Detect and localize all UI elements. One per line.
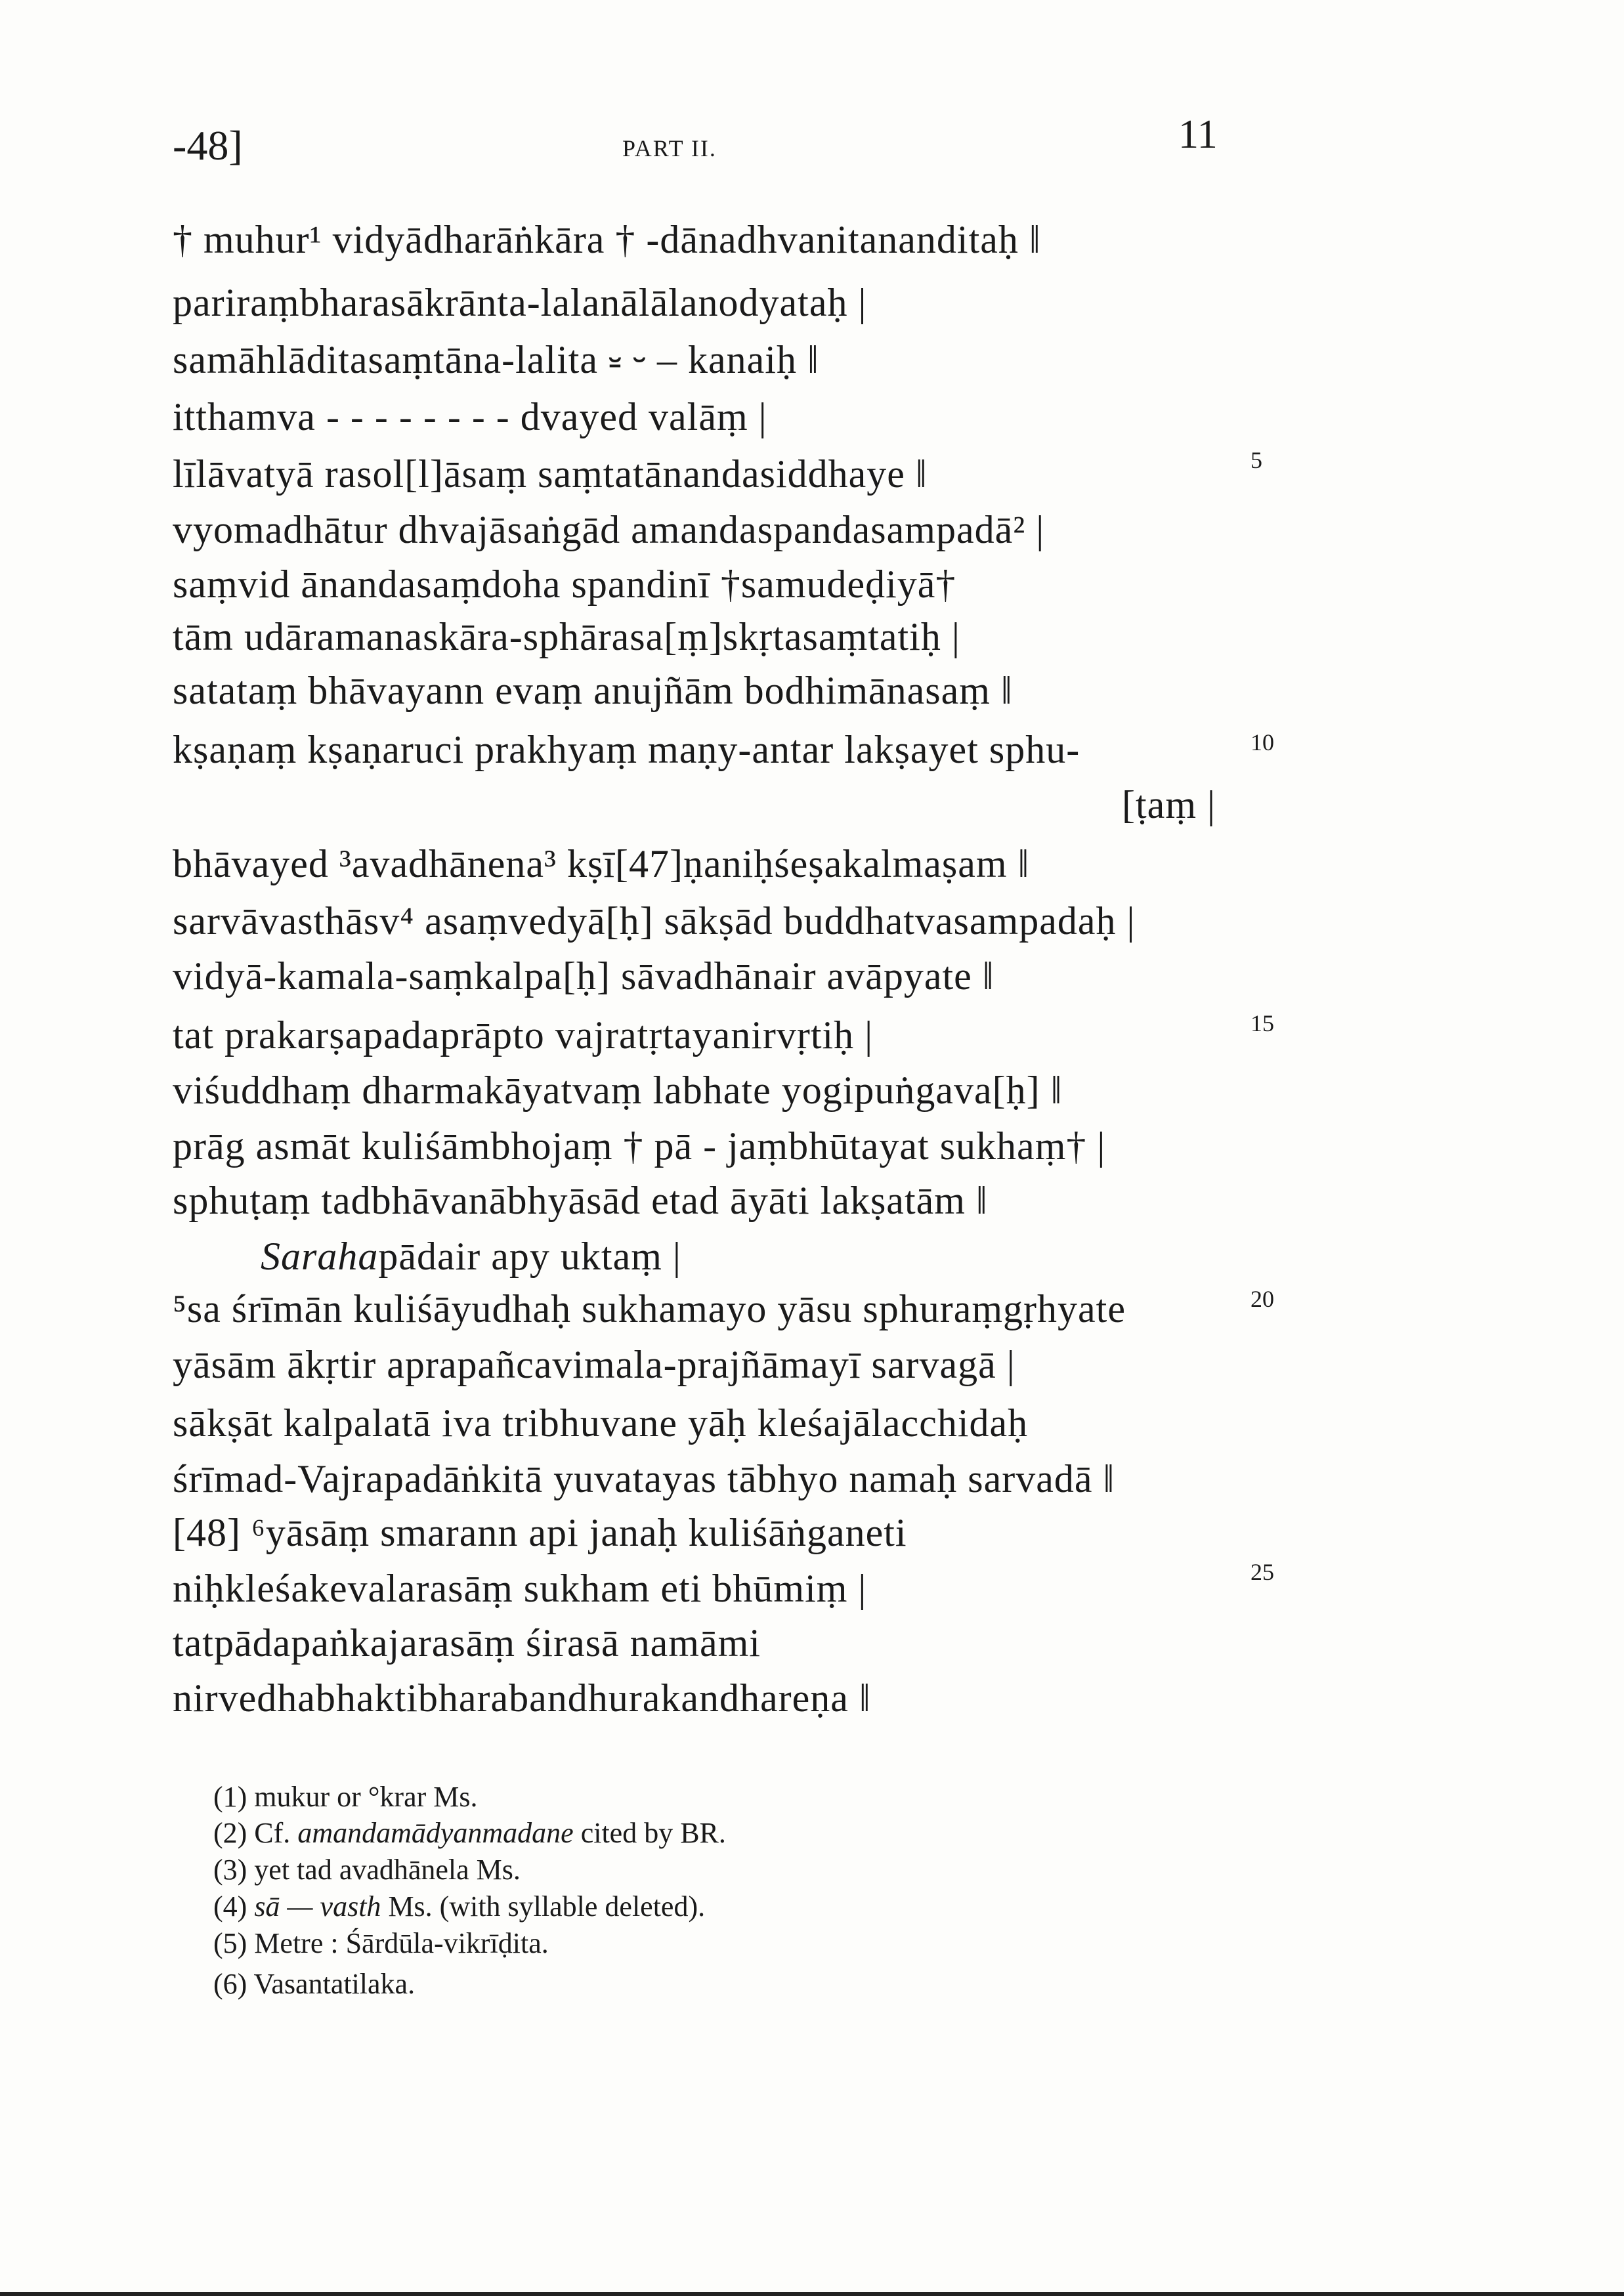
verse-line: saṃvid ānandasaṃdoha spandinī †samudeḍiyā†: [173, 563, 956, 606]
footnote-italic: sā — vasth: [254, 1890, 381, 1923]
verse-line: samāhlāditasaṃtāna-lalita ⏓ ⏑ – kanaiḥ ‖: [173, 338, 819, 381]
prose-line: [261, 1234, 681, 1279]
verse-line-continuation: [ṭaṃ |: [1122, 783, 1216, 826]
verse-line: kṣaṇaṃ kṣaṇaruci prakhyaṃ maṇy-antar lakṣayet sphu-: [173, 728, 1080, 771]
scan-edge: [0, 2292, 1624, 2296]
verse-line: prāg asmāt kuliśāmbhojaṃ † pā - jaṃbhūtayat sukhaṃ† |: [173, 1124, 1106, 1168]
footnote-text: Ms. (with syllable deleted).: [381, 1890, 706, 1923]
footnote-5: (5) Metre : Śārdūla-vikrīḍita.: [213, 1927, 549, 1959]
verse-line: yāsām ākṛtir aprapañcavimala-prajñāmayī sarvagā |: [173, 1343, 1015, 1386]
line-number: 10: [1250, 729, 1274, 755]
line-number: 15: [1250, 1010, 1274, 1036]
verse-line: itthamva - - - - - - - - dvayed valāṃ |: [173, 395, 767, 438]
line-number: 20: [1250, 1286, 1274, 1312]
footnote-italic: amandamādyanmadane: [297, 1817, 574, 1849]
footnote-1: (1) mukur or °krar Ms.: [213, 1781, 478, 1813]
line-number: 25: [1250, 1559, 1274, 1585]
verse-line: tatpādapaṅkajarasāṃ śirasā namāmi: [173, 1621, 761, 1665]
verse-line: viśuddhaṃ dharmakāyatvaṃ labhate yogipuṅgava[ḥ] ‖: [173, 1069, 1063, 1112]
footnote-6: (6) Vasantatilaka.: [213, 1968, 416, 2000]
verse-line: tat prakarṣapadaprāpto vajratṛtayanirvṛtiḥ |: [173, 1013, 874, 1057]
page-reference: -48]: [173, 122, 243, 169]
author-name: Saraha: [261, 1235, 379, 1278]
running-title: PART II.: [622, 135, 717, 161]
verse-line: sākṣāt kalpalatā iva tribhuvane yāḥ kleśajālacchidaḥ: [173, 1401, 1029, 1445]
verse-line: vidyā-kamala-saṃkalpa[ḥ] sāvadhānair avāpyate ‖: [173, 954, 994, 998]
prose-text: pādair apy uktaṃ |: [378, 1235, 681, 1278]
footnote-3: (3) yet tad avadhānela Ms.: [213, 1854, 521, 1886]
verse-line: pariraṃbharasākrānta-lalanālālanodyataḥ |: [173, 281, 867, 324]
footnote-2: [213, 1816, 726, 1850]
verse-line: vyomadhātur dhvajāsaṅgād amandaspandasampadā² |: [173, 508, 1045, 551]
verse-line: nirvedhabhaktibharabandhurakandhareṇa ‖: [173, 1676, 871, 1720]
verse-line: niḥkleśakevalarasāṃ sukham eti bhūmiṃ |: [173, 1567, 867, 1610]
verse-line: līlāvatyā rasol[l]āsaṃ saṃtatānandasiddhaye ‖: [173, 452, 928, 496]
page-number: 11: [1178, 112, 1218, 157]
verse-line: bhāvayed ³avadhānena³ kṣī[47]ṇaniḥśeṣakalmaṣam ‖: [173, 842, 1030, 885]
footnote-text: (4): [213, 1890, 255, 1923]
verse-line: tām udāramanaskāra-sphārasa[ṃ]skṛtasaṃtatiḥ |: [173, 615, 960, 658]
verse-line: ⁵sa śrīmān kuliśāyudhaḥ sukhamayo yāsu sphuraṃgṛhyate: [173, 1287, 1126, 1330]
verse-line: sarvāvasthāsv⁴ asaṃvedyā[ḥ] sākṣād buddhatvasampadaḥ |: [173, 899, 1136, 943]
verse-line: śrīmad-Vajrapadāṅkitā yuvatayas tābhyo namaḥ sarvadā ‖: [173, 1457, 1115, 1500]
verse-line: † muhur¹ vidyādharāṅkāra † -dānadhvanitananditaḥ ‖: [173, 218, 1041, 261]
footnote-4: [213, 1890, 705, 1923]
verse-line: sphuṭaṃ tadbhāvanābhyāsād etad āyāti lakṣatām ‖: [173, 1179, 988, 1222]
line-number: 5: [1250, 447, 1262, 473]
verse-line: satataṃ bhāvayann evaṃ anujñām bodhimānasaṃ ‖: [173, 669, 1013, 712]
verse-line: [48] ⁶yāsāṃ smarann api janaḥ kuliśāṅganeti: [173, 1511, 907, 1554]
footnote-text: cited by BR.: [573, 1817, 726, 1849]
footnote-text: (2) Cf.: [213, 1817, 298, 1849]
